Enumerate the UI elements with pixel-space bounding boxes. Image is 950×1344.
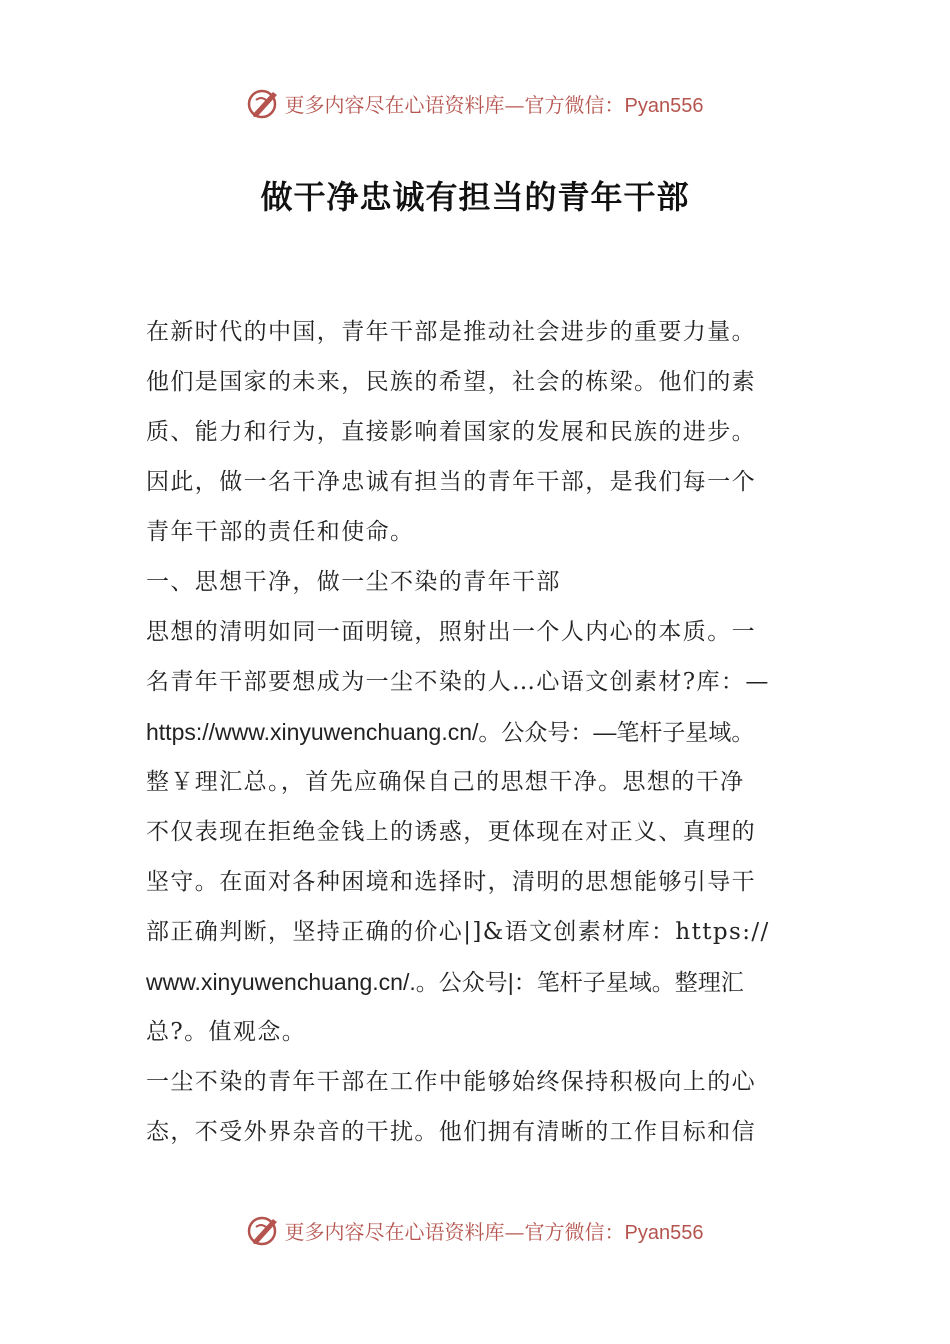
header-wechat-id: Pyan556 xyxy=(624,94,704,117)
header-banner-text: 更多内容尽在心语资料库—官方微信：Pyan556 xyxy=(284,92,704,117)
text-line-url: https://www.xinyuwenchuang.cn/。公众号：—笔杆子星域。 xyxy=(146,719,755,745)
text-line: 一尘不染的青年干部在工作中能够始终保持积极向上的心 xyxy=(146,1069,756,1095)
text-line: 态，不受外界杂音的干扰。他们拥有清晰的工作目标和信 xyxy=(146,1119,756,1145)
header-banner xyxy=(0,83,950,123)
footer-banner xyxy=(0,1210,950,1250)
text-line: 名青年干部要想成为一尘不染的人…心语文创素材?库：— xyxy=(146,669,770,695)
text-line: 不仅表现在拒绝金钱上的诱惑，更体现在对正义、真理的 xyxy=(146,819,756,845)
text-line: 质、能力和行为，直接影响着国家的发展和民族的进步。 xyxy=(146,419,756,445)
text-line: 因此，做一名干净忠诚有担当的青年干部，是我们每一个 xyxy=(146,469,756,495)
text-line: 在新时代的中国，青年干部是推动社会进步的重要力量。 xyxy=(146,319,756,345)
text-line-url: www.xinyuwenchuang.cn/.。公众号|：笔杆子星域。整理汇 xyxy=(146,969,744,995)
text-line: 整￥理汇总。，首先应确保自己的思想干净。思想的干净 xyxy=(146,769,745,795)
text-line: 他们是国家的未来，民族的希望，社会的栋梁。他们的素 xyxy=(146,369,756,395)
section-heading: 一、思想干净，做一尘不染的青年干部 xyxy=(146,569,561,595)
text-line: 思想的清明如同一面明镜，照射出一个人内心的本质。一 xyxy=(146,619,756,645)
footer-banner-text: 更多内容尽在心语资料库—官方微信：Pyan556 xyxy=(284,1219,704,1244)
article-body xyxy=(146,307,806,1157)
pen-logo-icon xyxy=(247,1213,281,1247)
text-line: 青年干部的责任和使命。 xyxy=(146,519,415,545)
pen-logo-icon xyxy=(247,86,281,120)
text-line: 坚守。在面对各种困境和选择时，清明的思想能够引导干 xyxy=(146,869,756,895)
text-line: 总?。值观念。 xyxy=(146,1019,307,1045)
page-title: 做干净忠诚有担当的青年干部 xyxy=(260,178,690,216)
footer-wechat-id: Pyan556 xyxy=(624,1221,704,1244)
text-line: 部正确判断，坚持正确的价心|]&语文创素材库：https:// xyxy=(146,919,770,945)
